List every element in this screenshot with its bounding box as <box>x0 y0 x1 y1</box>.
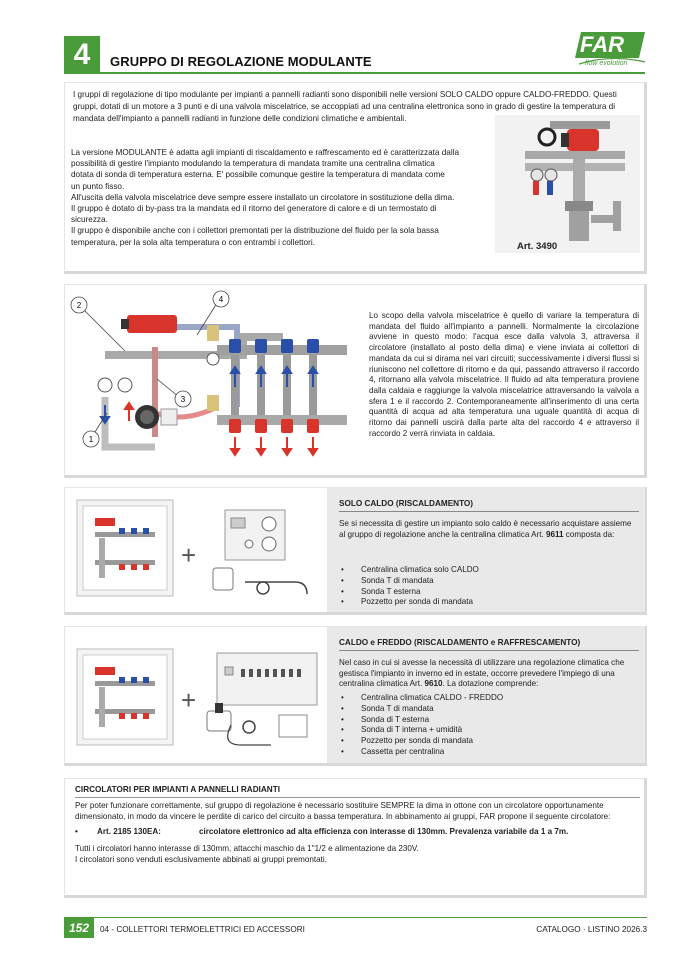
climate-controller-kit-image <box>201 645 321 755</box>
circulator-description: circolatore elettronico ad alta efficienza con interasse di 130mm. Prevalenza variabile da 1 a 7m. <box>199 827 569 836</box>
modulante-line: dotata di sonda di temperatura esterna. E' possibile comunque gestire la temperatura di mandata come <box>71 170 445 180</box>
list-item: • Cassetta per centralina <box>339 747 503 758</box>
climate-controller-image <box>205 502 317 606</box>
modulante-line: sicurezza. <box>71 215 108 225</box>
circolatori-section <box>64 778 647 898</box>
diagram-explanation: Lo scopo della valvola miscelatrice è quello di variare la temperatura di mandata del fluido all'impianto a pannelli. Normalmente la circolazione avviene in questo modo: l'acqua esce dalla valvola 3, attraversa il circolatore (installato al posto della dima) e viene inviata ai collettori di mandata da cui si dirama nei vari circuiti; successivamente i diversi flussi si riuniscono nel collettore di ritorno e da qui, passando attraverso il raccordo 4, ritornano alla valvola miscelatrice. Il fluido ad alta temperatura proviene dalla caldaia e raggiunge la valvola miscelatrice attraversando la valvola a sfera 1 e il raccordo 2. Contemporaneamente all'inserimento di una certa quantità di acqua ad alta temperatura una uguale quantità di acqua di ritorno dai pannelli uscirà dalla parte alta del raccordo 4 e attraverso il raccordo 2 verrà rinviata in caldaia. <box>369 311 639 438</box>
manifold-cabinet-image <box>75 498 175 598</box>
hydraulic-diagram <box>67 287 357 473</box>
chapter-number: 4 <box>64 36 100 74</box>
plus-sign: + <box>181 540 197 570</box>
caldo-freddo-section <box>64 626 647 766</box>
circolatori-note-line: I circolatori sono venduti esclusivamente abbinati ai gruppi premontati. <box>75 855 327 864</box>
list-item: • Sonda di T interna + umidità <box>339 725 503 736</box>
circolatori-notes <box>75 843 645 865</box>
list-item: • Sonda T di mandata <box>339 576 479 587</box>
callout-label-2: 2 <box>76 301 82 310</box>
intro-section <box>64 82 647 274</box>
modulante-description <box>71 147 481 248</box>
list-item: • Sonda T di mandata <box>339 704 503 715</box>
callout-label-4: 4 <box>218 295 224 304</box>
title-underline <box>75 797 640 798</box>
solo-caldo-text <box>327 488 645 612</box>
footer-divider <box>64 917 647 918</box>
product-image-art-3490 <box>495 115 640 253</box>
modulante-line: Il gruppo è disponibile anche con i collettori premontati per la distribuzione del fluido per la sola bassa <box>71 226 439 236</box>
plus-sign: + <box>181 685 197 715</box>
circolatori-intro: Per poter funzionare correttamente, sul gruppo di regolazione è necessario sostituire SEMPRE la dima in ottone con un circolatore opportunamente dimensionato, in modo da vincere le perdite di carico del circuito a bassa temperatura. In abbinamento ai gruppi, FAR propone il seguente circolatore: <box>75 801 611 821</box>
solo-caldo-section <box>64 487 647 615</box>
solo-caldo-desc-part: Se si necessita di gestire un impianto solo caldo è necessario acquistare assieme al gruppo di regolazione anche la centralina climatica Art. <box>339 519 632 539</box>
solo-caldo-desc-part: composta da: <box>563 529 615 539</box>
footer-catalog-name: CATALOGO · LISTINO 2026.3 <box>536 925 647 934</box>
caldo-freddo-text <box>327 627 645 763</box>
logo-text: FAR <box>580 32 624 57</box>
list-item: • Pozzetto per sonda di mandata <box>339 736 503 747</box>
solo-caldo-art-number: 9611 <box>545 529 564 539</box>
caldo-freddo-components-list <box>339 693 503 758</box>
list-item: • Sonda T esterna <box>339 587 479 598</box>
solo-caldo-description <box>339 519 639 540</box>
callout-label-1: 1 <box>88 435 94 444</box>
list-item: • Pozzetto per sonda di mandata <box>339 597 479 608</box>
header-divider <box>100 72 645 74</box>
title-underline <box>339 650 639 651</box>
circolatori-title: CIRCOLATORI PER IMPIANTI A PANNELLI RADIANTI <box>75 785 280 794</box>
intro-paragraph: I gruppi di regolazione di tipo modulante per impianti a pannelli radianti sono disponibili nelle versioni SOLO CALDO oppure CALDO-FREDDO. Questi gruppi, dotati di un motore a 3 punti e di una valvola miscelatrice, se accoppiati ad una centralina elettronica sono in grado di gestire la temperatura di mandata dell'impianto a pannelli radianti in funzione delle condizioni climatiche e ambientali. <box>73 90 617 123</box>
callout-label-3: 3 <box>180 395 186 404</box>
solo-caldo-components-list <box>339 565 479 608</box>
page-title: GRUPPO DI REGOLAZIONE MODULANTE <box>110 54 372 69</box>
modulante-line: possibilità di gestire l'impianto modulando la temperatura di mandata tramite una centralina climatica <box>71 159 435 169</box>
article-number: Art. 3490 <box>517 241 558 252</box>
page-number: 152 <box>64 918 94 938</box>
modulante-line: temperatura, per la sola alta temperatura o con entrambi i collettori. <box>71 237 315 247</box>
list-item: • Centralina climatica solo CALDO <box>339 565 479 576</box>
caldo-freddo-desc-part: . La dotazione comprende: <box>442 679 539 689</box>
bullet: • <box>75 827 78 836</box>
caldo-freddo-desc-part: Nel caso in cui si avesse la necessità di utilizzare una regolazione climatica che gestisca l'impianto in inverno ed in estate, occorre prevedere l'impiego di una centralina climatica Art. <box>339 658 625 689</box>
list-item: • Centralina climatica CALDO - FREDDO <box>339 693 503 704</box>
logo-tagline: flow evolution <box>585 60 628 67</box>
manifold-cabinet-image <box>75 647 175 747</box>
caldo-freddo-images <box>65 627 327 763</box>
title-underline <box>339 511 639 512</box>
circulator-art-number: Art. 2185 130EA: <box>97 827 161 836</box>
modulante-line: All'uscita della valvola miscelatrice deve sempre essere installato un circolatore in sostituzione della dima. <box>71 192 455 202</box>
list-item: • Sonda di T esterna <box>339 715 503 726</box>
solo-caldo-images <box>65 488 327 612</box>
caldo-freddo-description <box>339 658 639 690</box>
mixing-valve-diagram-section <box>64 284 647 478</box>
modulante-line: Il gruppo è dotato di by-pass tra la mandata ed il ritorno del generatore di calore e di un termostato di <box>71 204 437 214</box>
caldo-freddo-art-number: 9610 <box>424 679 443 689</box>
solo-caldo-title: SOLO CALDO (RISCALDAMENTO) <box>339 499 474 508</box>
circolatori-note-line: Tutti i circolatori hanno interasse di 130mm, attacchi maschio da 1"1/2 e alimentazione da 230V. <box>75 844 419 853</box>
modulante-line: La versione MODULANTE è adatta agli impianti di riscaldamento e raffrescamento ed è caratterizzata dalla <box>71 148 460 157</box>
footer-section-name: 04 - COLLETTORI TERMOELETTRICI ED ACCESSORI <box>100 925 305 934</box>
modulante-line: un punto fisso. <box>71 181 125 191</box>
caldo-freddo-title: CALDO e FREDDO (RISCALDAMENTO e RAFFRESCAMENTO) <box>339 638 581 647</box>
